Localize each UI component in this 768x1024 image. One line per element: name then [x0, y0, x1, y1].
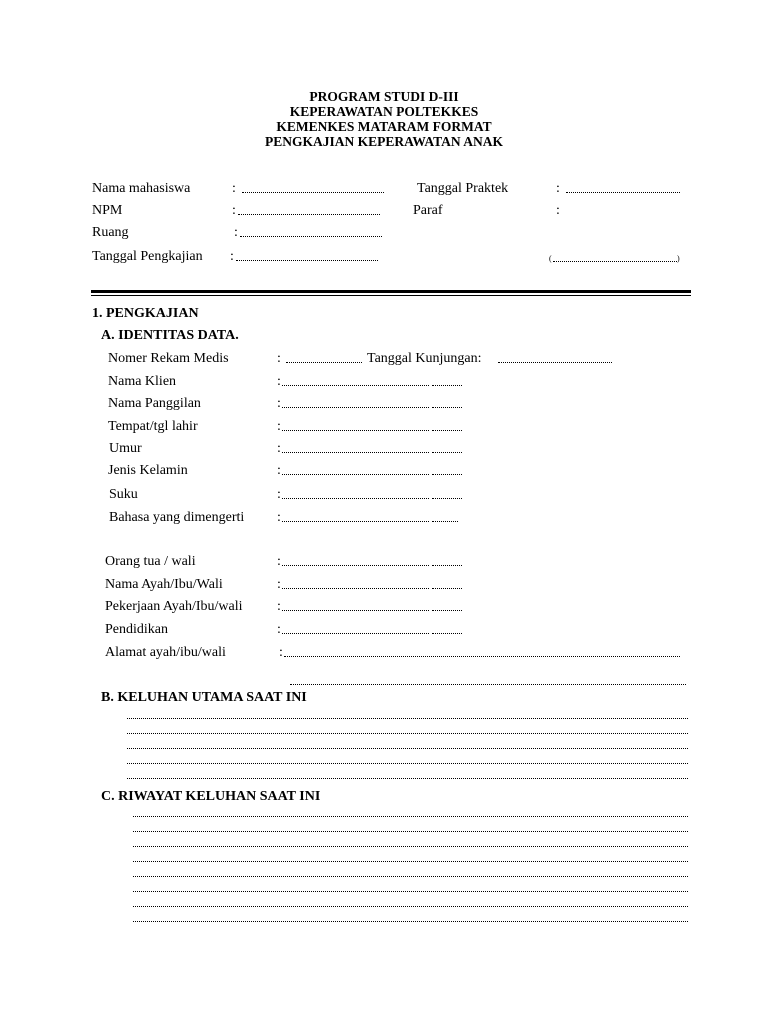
orang-tua-wali-field[interactable] — [282, 565, 429, 566]
title-line-1: PROGRAM STUDI D-III — [309, 89, 459, 104]
document-title — [0, 89, 768, 149]
pekerjaan-field[interactable] — [282, 610, 429, 611]
field-colon: : — [277, 599, 281, 614]
field-colon: : — [277, 396, 281, 411]
npm-label: NPM — [92, 203, 123, 218]
umur-field[interactable] — [282, 452, 429, 453]
suku-field-extra[interactable] — [432, 498, 462, 499]
bahasa-field-extra[interactable] — [432, 521, 458, 522]
field-colon: : — [277, 554, 281, 569]
signature-field[interactable] — [553, 261, 677, 262]
riwayat-keluhan-line[interactable] — [133, 831, 688, 832]
npm-field[interactable] — [238, 214, 380, 215]
keluhan-utama-line[interactable] — [127, 733, 688, 734]
field-colon: : — [277, 463, 281, 478]
umur-field-extra[interactable] — [432, 452, 462, 453]
tanggal-kunjungan-field[interactable] — [498, 362, 612, 363]
riwayat-keluhan-line[interactable] — [133, 846, 688, 847]
paraf-colon: : — [556, 203, 560, 218]
alamat-field-line-2[interactable] — [290, 684, 686, 685]
pengkajian-heading: 1. PENGKAJIAN — [92, 306, 199, 321]
suku-label: Suku — [109, 487, 138, 502]
keluhan-utama-line[interactable] — [127, 763, 688, 764]
pendidikan-label: Pendidikan — [105, 622, 168, 637]
field-colon: : — [277, 510, 281, 525]
nama-panggilan-field-extra[interactable] — [432, 407, 462, 408]
bahasa-field[interactable] — [282, 521, 429, 522]
nama-klien-label: Nama Klien — [108, 374, 177, 389]
title-line-2: KEPERAWATAN POLTEKKES — [289, 104, 479, 119]
tanggal-praktek-label: Tanggal Praktek — [417, 181, 509, 196]
ruang-colon: : — [234, 225, 238, 240]
jenis-kelamin-field-extra[interactable] — [432, 474, 462, 475]
nama-ayah-ibu-wali-field[interactable] — [282, 588, 429, 589]
field-colon: : — [277, 419, 281, 434]
orang-tua-wali-label: Orang tua / wali — [105, 554, 196, 569]
bahasa-label: Bahasa yang dimengerti — [109, 510, 245, 525]
orang-tua-wali-field-extra[interactable] — [432, 565, 462, 566]
tanggal-praktek-colon: : — [556, 181, 560, 196]
jenis-kelamin-field[interactable] — [282, 474, 429, 475]
signature-paren-close: ) — [677, 254, 680, 263]
jenis-kelamin-label: Jenis Kelamin — [108, 463, 188, 478]
nama-panggilan-field[interactable] — [282, 407, 429, 408]
keluhan-utama-line[interactable] — [127, 778, 688, 779]
ruang-label: Ruang — [92, 225, 129, 240]
field-colon: : — [277, 441, 281, 456]
nama-ayah-ibu-wali-field-extra[interactable] — [432, 588, 462, 589]
npm-colon: : — [232, 203, 236, 218]
field-colon: : — [277, 577, 281, 592]
riwayat-keluhan-heading: C. RIWAYAT KELUHAN SAAT INI — [101, 789, 321, 804]
nama-klien-field[interactable] — [282, 385, 429, 386]
nama-klien-field-extra[interactable] — [432, 385, 462, 386]
nomer-rekam-medis-label: Nomer Rekam Medis — [108, 351, 229, 366]
title-line-3: KEMENKES MATARAM FORMAT — [276, 119, 492, 134]
nama-mahasiswa-field[interactable] — [242, 192, 384, 193]
tanggal-pengkajian-label: Tanggal Pengkajian — [92, 249, 203, 264]
tanggal-pengkajian-field[interactable] — [236, 260, 378, 261]
tanggal-kunjungan-label: Tanggal Kunjungan: — [367, 351, 482, 366]
tanggal-pengkajian-colon: : — [230, 249, 234, 264]
suku-field[interactable] — [282, 498, 429, 499]
alamat-field[interactable] — [284, 656, 680, 657]
keluhan-utama-heading: B. KELUHAN UTAMA SAAT INI — [101, 690, 307, 705]
field-colon: : — [279, 645, 283, 660]
section-divider-thick — [91, 290, 691, 293]
riwayat-keluhan-line[interactable] — [133, 921, 688, 922]
pekerjaan-field-extra[interactable] — [432, 610, 462, 611]
alamat-label: Alamat ayah/ibu/wali — [105, 645, 226, 660]
pendidikan-field-extra[interactable] — [432, 633, 462, 634]
nomer-rekam-medis-field[interactable] — [286, 362, 362, 363]
nama-panggilan-label: Nama Panggilan — [108, 396, 201, 411]
riwayat-keluhan-line[interactable] — [133, 816, 688, 817]
field-colon: : — [277, 487, 281, 502]
tempat-tgl-lahir-field[interactable] — [282, 430, 429, 431]
tempat-tgl-lahir-field-extra[interactable] — [432, 430, 462, 431]
title-line-4: PENGKAJIAN KEPERAWATAN ANAK — [264, 134, 504, 149]
nama-mahasiswa-label: Nama mahasiswa — [92, 181, 191, 196]
riwayat-keluhan-line[interactable] — [133, 906, 688, 907]
paraf-label: Paraf — [413, 203, 443, 218]
umur-label: Umur — [109, 441, 142, 456]
nomer-rekam-medis-colon: : — [277, 351, 281, 366]
field-colon: : — [277, 374, 281, 389]
pendidikan-field[interactable] — [282, 633, 429, 634]
riwayat-keluhan-line[interactable] — [133, 861, 688, 862]
riwayat-keluhan-line[interactable] — [133, 876, 688, 877]
section-divider-thin — [91, 295, 691, 296]
ruang-field[interactable] — [240, 236, 382, 237]
signature-paren-open: ( — [549, 254, 552, 263]
identitas-heading: A. IDENTITAS DATA. — [101, 328, 239, 343]
tempat-tgl-lahir-label: Tempat/tgl lahir — [108, 419, 198, 434]
tanggal-praktek-field[interactable] — [566, 192, 680, 193]
keluhan-utama-line[interactable] — [127, 718, 688, 719]
keluhan-utama-line[interactable] — [127, 748, 688, 749]
nama-mahasiswa-colon: : — [232, 181, 236, 196]
pekerjaan-label: Pekerjaan Ayah/Ibu/wali — [105, 599, 243, 614]
riwayat-keluhan-line[interactable] — [133, 891, 688, 892]
field-colon: : — [277, 622, 281, 637]
nama-ayah-ibu-wali-label: Nama Ayah/Ibu/Wali — [105, 577, 223, 592]
